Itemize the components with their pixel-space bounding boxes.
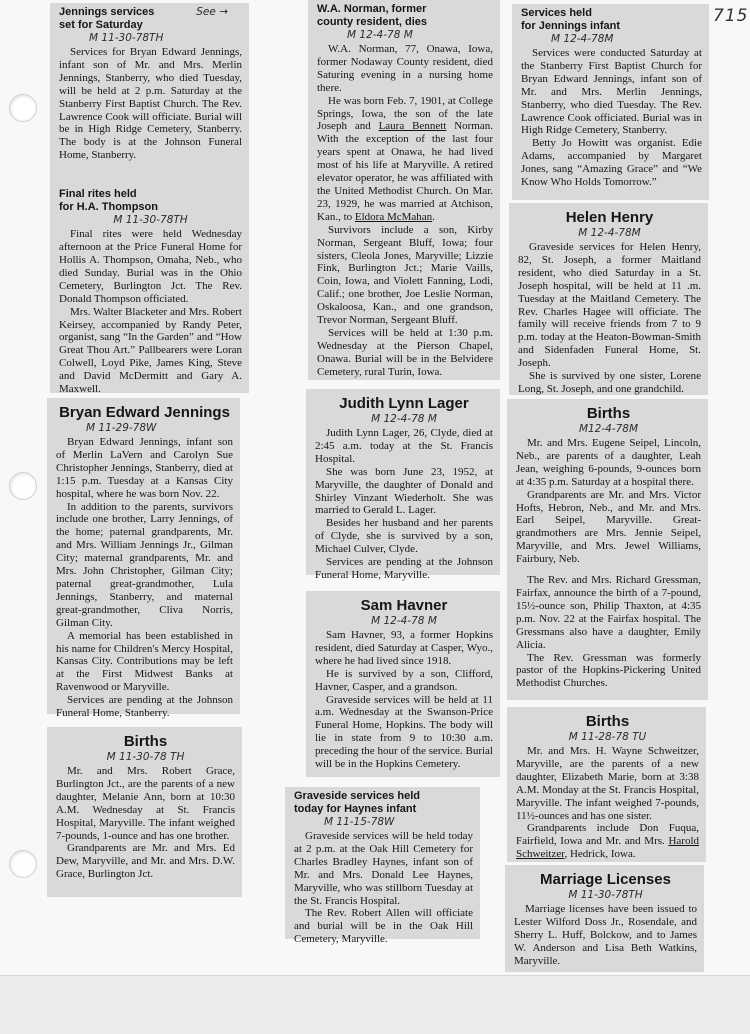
- paragraph: Judith Lynn Lager, 26, Clyde, died at 2:45 a.m. today at the St. Francis Hospital.: [315, 427, 493, 465]
- paragraph: She was born June 23, 1952, at Maryville, the daughter of Donald and Shirley Vinzant Wiederholt. She was married to Gerald L. Lager.: [315, 465, 493, 517]
- paragraph: Services were conducted Saturday at the Stanberry First Baptist Church for Bryan Edward Jennings, infant son of Mr. and Mrs. Merlin Jennings, Stanberry, who died Tuesday. The Rev. Lawrence Cook officiated. Burial was in High Ridge Cemetery, Stanberry.: [521, 47, 702, 137]
- headline: Sam Havner: [360, 597, 448, 614]
- paragraph: [317, 95, 493, 224]
- paragraph: Mr. and Mrs. H. Wayne Schweitzer, Maryville, are the parents of a new daughter, Elizabeth Marie, born at 3:38 A.M. Monday at the St. Francis Hospital, Maryville. The infant weighed 7-pounds, 11½-ounces and has one sister.: [516, 745, 699, 822]
- paragraph: Services for Bryan Edward Jennings, infant son of Mr. and Mrs. Merlin Jennings, Stanberry, who died Tuesday, will be held at 2 p.m. Saturday at the Stanberry First Baptist Church. The Rev. Lawrence Cook will officiate. Burial will be in High Ridge Cemetery, Stanberry. The body is at the Johnson Funeral Home, Stanberry.: [59, 46, 242, 162]
- headline: Births: [123, 733, 168, 750]
- paragraph: Services will be held at 1:30 p.m. Wednesday at the Pierson Chapel, Onawa. Burial will be in the Belvidere Cemetery, rural Turin, Iowa.: [317, 326, 493, 378]
- headline: for H.A. Thompson: [59, 201, 158, 214]
- clipping-births-schweitzer: [507, 707, 706, 862]
- headline: Jennings services: [59, 6, 155, 18]
- paragraph: Final rites were held Wednesday afternoon at the Price Funeral Home for Hollis A. Thompson, Omaha, Neb., who died Sunday. Burial was in the Ohio Cemetery, Burlington Jct. The Rev. Donald Thompson officiated.: [59, 228, 242, 305]
- clipping-bryan-edward-jennings: [47, 398, 240, 720]
- handwritten-date: M 12-4-78M: [578, 227, 641, 239]
- clipping-sam-havner: [306, 591, 500, 777]
- paragraph: The Rev. Gressman was formerly pastor of the Hopkins-Pickering United Methodist Churches.: [516, 651, 701, 690]
- paragraph: He is survived by a son, Clifford, Havner, Casper, and a grandson.: [315, 667, 493, 693]
- headline: county resident, dies: [317, 16, 428, 28]
- text: , Hedrick, Iowa.: [564, 848, 636, 861]
- clipping-wa-norman: [308, 0, 500, 380]
- text: Grandparents include Don Fuqua, Fairfield, Iowa and Mr. and Mrs.: [516, 822, 699, 848]
- handwritten-note: See →: [196, 6, 228, 18]
- headline: Services held: [521, 7, 592, 19]
- handwritten-date: M 12-4-78 M: [347, 29, 413, 41]
- underlined-name: Laura Bennett: [378, 120, 447, 133]
- underlined-name: Harold Schweitzer: [516, 835, 699, 861]
- handwritten-date: M 11-30-78TH: [568, 889, 643, 901]
- headline: set for Saturday: [59, 19, 143, 31]
- paragraph: She is survived by one sister, Lorene Long, St. Joseph, and one grandchild.: [518, 370, 701, 395]
- paragraph: Besides her husband and her parents of Clyde, she is survived by a son, Michael Culver, Clyde.: [315, 517, 493, 556]
- paragraph: Grandparents are Mr. and Mrs. Victor Hofts, Hebron, Neb., and Mr. and Mrs. Earl Seipel, Maryville. Great-grandmothers are Mrs. Jennie Seipel, Maryville, and Mrs. Jewel Williams, Fairbury, Neb.: [516, 488, 701, 566]
- handwritten-date: M 11-30-78TH: [113, 214, 188, 227]
- paragraph: Sam Havner, 93, a former Hopkins resident, died Saturday at Casper, Wyo., where he had lived since 1918.: [315, 629, 493, 667]
- headline: Final rites held: [59, 188, 137, 201]
- clipping-judith-lynn-lager: [306, 389, 500, 581]
- underlined-name: Eldora McMahan: [354, 210, 433, 223]
- clipping-births-seipel: [507, 399, 708, 700]
- headline: Judith Lynn Lager: [339, 395, 469, 412]
- paragraph: The Rev. and Mrs. Richard Gressman, Fairfax, announce the birth of a 7-pound, 15½-ounce son, Philip Thaxton, at 4:35 p.m. Nov. 22 at the Fairfax hospital. The Gressmans also have a daughter, Emily Alicia.: [516, 574, 701, 651]
- paragraph: Bryan Edward Jennings, infant son of Merlin LaVern and Carolyn Sue Christopher Jennings, Stanberry, died at 1:15 p.m. Tuesday at a Kansas City hospital, where he was born Nov. 22.: [56, 436, 233, 500]
- paragraph: Mr. and Mrs. Eugene Seipel, Lincoln, Neb., are parents of a daughter, Leah Jean, weighing 6-pounds, 9-ounces born at 4:35 p.m. Saturday at a hospital there.: [516, 437, 701, 488]
- paragraph: Services are pending at the Johnson Funeral Home, Maryville.: [315, 556, 493, 581]
- clipping-jennings-services-saturday: [50, 3, 249, 396]
- page-number: 715: [713, 6, 749, 26]
- paragraph: Marriage licenses have been issued to Lester Wilford Doss Jr., Rosendale, and Sherry L. Huff, Bolckow, and to James W. Anderson and Lisa Beth Watkins, Maryville.: [514, 903, 697, 967]
- clipping-helen-henry: [509, 203, 708, 395]
- paragraph: Survivors include a son, Kirby Norman, Sergeant Bluff, Iowa; four sisters, Cleola Jones, Maryville; Lizzie Fink, Burlington Jct.; Marie Vaills, Coin, Iowa, and Violett Fanning, Lodi, Calif.; one brother, Joe Leslie Norman, Oskaloosa, Kan., and one grandson, Trevor Norman, Sergeant Bluff.: [317, 223, 493, 327]
- handwritten-date: M 11-29-78W: [86, 422, 157, 434]
- headline: Bryan Edward Jennings: [59, 404, 230, 421]
- punch-hole: [9, 94, 37, 122]
- paragraph: Services are pending at the Johnson Funeral Home, Stanberry.: [56, 694, 233, 720]
- paragraph: Mrs. Walter Blacketer and Mrs. Robert Keirsey, accompanied by Randy Peter, organist, sang “In the Garden” and “How Great Thou Art.” Pallbearers were Loran Colwell, Loyd Pike, James King, Steve and David McDermitt and Gary A. Maxwell.: [59, 305, 242, 396]
- paragraph: Grandparents are Mr. and Mrs. Ed Dew, Maryville, and Mr. and Mrs. D.W. Grace, Burlington Jct.: [56, 842, 235, 881]
- headline: Graveside services held: [294, 790, 420, 802]
- clipping-marriage-licenses: [505, 865, 704, 972]
- text: Norman. With the exception of the last four years spent at Onawa, he had lived most of his life at Maryville. A retired elevator operator, he was affiliated with the United Methodist Church. On Mar. 23, 1929, he was married at Atchison, Kan., to: [317, 120, 493, 223]
- clipping-haynes-infant: [285, 787, 480, 946]
- handwritten-date: M 12-4-78 M: [371, 615, 437, 627]
- headline: Births: [585, 713, 630, 730]
- handwritten-date: M 11-30-78TH: [89, 32, 164, 44]
- punch-hole: [9, 472, 37, 500]
- headline: Marriage Licenses: [540, 871, 671, 888]
- clipping-births-grace: [47, 727, 242, 897]
- paragraph: Betty Jo Howitt was organist. Edie Adams, accompanied by Margaret Jones, sang “Amazing Grace” and “We Know Who Holds Tomorrow.”: [521, 137, 702, 189]
- headline: for Jennings infant: [521, 20, 620, 32]
- handwritten-date: M 11-30-78 TH: [106, 751, 185, 763]
- scan-bottom-margin: [0, 975, 750, 1034]
- paragraph: Mr. and Mrs. Robert Grace, Burlington Jct., are the parents of a new daughter, Melanie Ann, born at 10:30 A.M. Wednesday at St. Francis Hospital, Maryville. The infant weighed 7-pounds, 1-ounce and has one brother.: [56, 765, 235, 842]
- headline: today for Haynes infant: [294, 803, 417, 815]
- paragraph: The Rev. Robert Allen will officiate and burial will be in the Oak Hill Cemetery, Maryville.: [294, 907, 473, 946]
- handwritten-date: M 12-4-78M: [551, 33, 614, 45]
- headline: Helen Henry: [565, 209, 654, 226]
- paragraph: [516, 822, 699, 861]
- paragraph: Graveside services for Helen Henry, 82, St. Joseph, a former Maitland resident, who died Saturday in a St. Joseph hospital, will be held at 11 .m. Tuesday at the Maitland Cemetery. The Rev. Charles Hagee will officiate. The family will receive friends from 7 to 9 p.m. today at the Heaton-Bowman-Smith and Sidenfaden Funeral Home, St. Joseph.: [518, 241, 701, 370]
- paragraph: Graveside services will be held today at 2 p.m. at the Oak Hill Cemetery for Charles Bradley Haynes, infant son of Mr. and Mrs. Donald Lee Haynes, Maryville, who was stillborn Tuesday at the St. Francis Hospital.: [294, 830, 473, 907]
- headline: Births: [586, 405, 631, 422]
- punch-hole: [9, 850, 37, 878]
- handwritten-date: M 11-28-78 TU: [568, 731, 647, 743]
- text: He was born Feb. 7, 1901, at College Springs, Iowa, the son of the late Joseph and: [317, 94, 493, 133]
- handwritten-date: M12-4-78M: [578, 423, 639, 435]
- paragraph: W.A. Norman, 77, Onawa, Iowa, former Nodaway County resident, died Saturing evening in a nursing home there.: [317, 43, 493, 94]
- headline: W.A. Norman, former: [317, 3, 427, 15]
- paragraph: In addition to the parents, survivors include one brother, Larry Jennings, of the home; paternal grandparents, Mr. and Mrs. William Jennings Jr., Gilman City; maternal grandparents, Mr. and Mrs. John Christopher, Gilman City; paternal great-grandmother, Lula Jennings, Stanberry, and maternal great-grandmother, Cliva Norris, Gilman City.: [56, 500, 233, 629]
- paragraph: Graveside services will be held at 11 a.m. Wednesday at the Swanson-Price Funeral Home, Hopkins. The body will lie in state from 9 to 10:30 a.m. preceding the hour of the service. Burial will be in the Hopkins Cemetery.: [315, 693, 493, 771]
- clipping-jennings-infant-services: [512, 4, 709, 200]
- paragraph: A memorial has been established in his name for Children's Mercy Hospital, Kansas City. Contributions may be left at the First Midwest Banks at Ravenwood or Maryville.: [56, 629, 233, 694]
- handwritten-date: M 11-15-78W: [324, 816, 395, 828]
- text: .: [432, 210, 435, 223]
- handwritten-date: M 12-4-78 M: [371, 413, 437, 425]
